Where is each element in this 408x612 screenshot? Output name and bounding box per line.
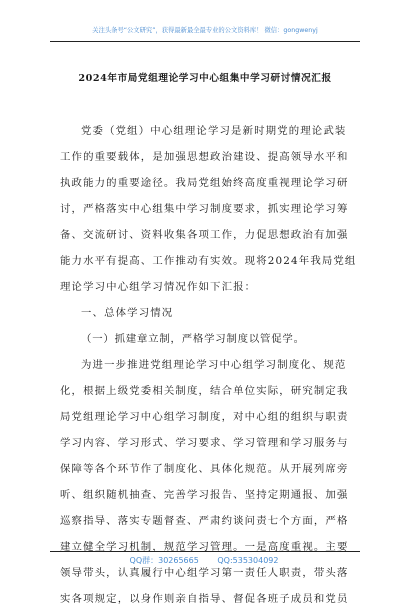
text-line: 巡察指导、落实专题督查、严肃约谈问责七个方面，严格 bbox=[60, 515, 349, 527]
header-banner: 关注头条号“公文研究”，获得最新最全最专业的公文资料库！ 微信：gongwenyj bbox=[92, 27, 318, 34]
text-line: 执政能力的重要途径。我局党组始终高度重视理论学习研 bbox=[60, 177, 349, 189]
text-line: 备、交流研讨、资料收集各项工作，力促思想政治有加强 bbox=[60, 229, 349, 241]
document-body bbox=[60, 118, 357, 612]
text-line: 能力水平有提高、工作推动有实效。现将2024年我局党组 bbox=[60, 255, 357, 267]
header-divider bbox=[50, 41, 360, 42]
text-line: 工作的重要载体，是加强思想政治建设、提高领导水平和 bbox=[60, 151, 349, 163]
text-line: 理论学习中心组学习情况作如下汇报： bbox=[60, 281, 257, 293]
text-line: 保障等各个环节作了制度化、具体化规范。从开展列席旁 bbox=[60, 463, 349, 475]
text-line: 领导带头，认真履行中心组学习第一责任人职责，带头落 bbox=[60, 567, 349, 579]
text-line: 实各项规定，以身作则亲自指导、督促各班子成员和党员 bbox=[60, 593, 349, 605]
text-line: 听、组织随机抽查、完善学习报告、坚持定期通报、加强 bbox=[60, 489, 349, 501]
document-title: 2024年市局党组理论学习中心组集中学习研讨情况汇报 bbox=[78, 73, 332, 84]
section-subheading: （一）抓建章立制，严格学习制度以管促学。 bbox=[81, 333, 305, 345]
text-line: 局党组理论学习中心组学习制度，对中心组的组织与职责 bbox=[60, 411, 349, 423]
footer-qq-contact: QQ:535304092 bbox=[217, 556, 279, 565]
text-line: 为进一步推进党组理论学习中心组学习制度化、规范 bbox=[81, 359, 347, 371]
text-line: 讨，严格落实中心组集中学习制度要求，抓实理论学习筹 bbox=[60, 203, 349, 215]
text-line: 党委（党组）中心组理论学习是新时期党的理论武装 bbox=[81, 125, 347, 137]
text-line: 一、总体学习情况 bbox=[81, 307, 174, 319]
footer-divider bbox=[50, 551, 360, 552]
footer bbox=[0, 555, 408, 566]
text-line: 建立健全学习机制，规范学习管理。一是高度重视。主要 bbox=[60, 541, 349, 553]
text-line: 化，根据上级党委相关制度，结合单位实际，研究制定我 bbox=[60, 385, 349, 397]
text-line: 学习内容、学习形式、学习要求、学习管理和学习服务与 bbox=[60, 437, 349, 449]
footer-qq-group: QQ群：30265665 bbox=[129, 556, 199, 565]
